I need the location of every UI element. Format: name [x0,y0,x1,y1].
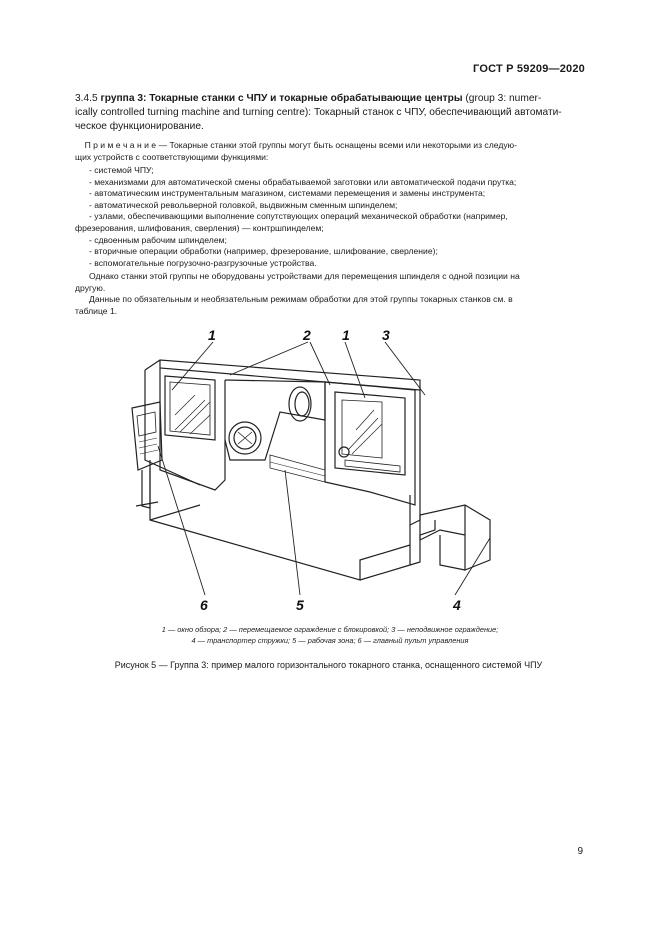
note-block [75,140,582,163]
list-item: - сдвоенным рабочим шпинделем; [89,234,227,245]
page-number: 9 [577,846,583,857]
legend-line-2: 4 — транспортер стружки; 5 — рабочая зона; 6 — главный пульт управления [191,635,469,645]
after-note-text [75,271,582,317]
list-item: - системой ЧПУ; [89,165,154,175]
figure-caption: Рисунок 5 — Группа 3: пример малого горизонтального токарного станка, оснащенного системой ЧПУ [114,660,543,670]
document-id: ГОСТ Р 59209—2020 [473,63,585,75]
after-line-1: Однако станки этой группы не оборудованы устройствами для перемещения шпинделя с одной позиции на [89,271,520,281]
note-label: П р и м е ч а н и е [84,140,157,150]
section-number: 3.4.5 [75,93,98,104]
callout-5: 5 [296,597,304,613]
list-item: - вторичные операции обработки (например, фрезерование, шлифование, сверление); [89,246,438,257]
list-item: - автоматической револьверной головкой, выдвижным сменным шпинделем; [89,199,398,210]
note-text-1: — Токарные станки этой группы могут быть оснащены всеми или некоторыми из следую- [156,140,517,150]
section-title: группа 3: Токарные станки с ЧПУ и токарные обрабатывающие центры [100,93,463,104]
list-item: - узлами, обеспечивающими выполнение сопутствующих операций механической обработки (например, [89,211,508,222]
list-item: - вспомогательные погрузочно-разгрузочные устройства. [89,257,317,268]
section-text-2: ically controlled turning machine and turning centre): Токарный станок с ЧПУ, обеспечивающий автомати- [75,107,562,118]
legend-line-1: 1 — окно обзора; 2 — перемещаемое ограждение с блокировкой; 3 — неподвижное ограждение; [161,625,499,634]
callout-3: 3 [382,327,390,343]
list-item: - механизмами для автоматической смены обрабатываемой заготовки или автоматической подачи прутка; [89,176,517,187]
figure-legend [100,625,560,646]
callout-4: 4 [453,597,461,613]
after-line-4: таблице 1. [75,305,118,316]
callout-1b: 1 [342,327,350,343]
feature-list [75,165,582,269]
callout-2: 2 [303,327,311,343]
lathe-figure [120,320,510,615]
list-item: - автоматическим инструментальным магазином, системами перемещения и замены инструмента; [89,188,486,199]
section-text-1: (group 3: numer- [462,93,542,104]
list-item: фрезерования, шлифования, сверления) — контршпинделем; [75,222,324,233]
note-text-2: щих устройств с соответствующими функциями: [75,151,269,162]
callout-1a: 1 [208,327,216,343]
section-text-3: ческое функционирование. [75,121,204,132]
after-line-3: Данные по обязательным и необязательным режимам обработки для этой группы токарных станков см. в [89,294,513,305]
after-line-2: другую. [75,282,106,293]
section-paragraph [75,92,582,134]
callout-6: 6 [200,597,208,613]
